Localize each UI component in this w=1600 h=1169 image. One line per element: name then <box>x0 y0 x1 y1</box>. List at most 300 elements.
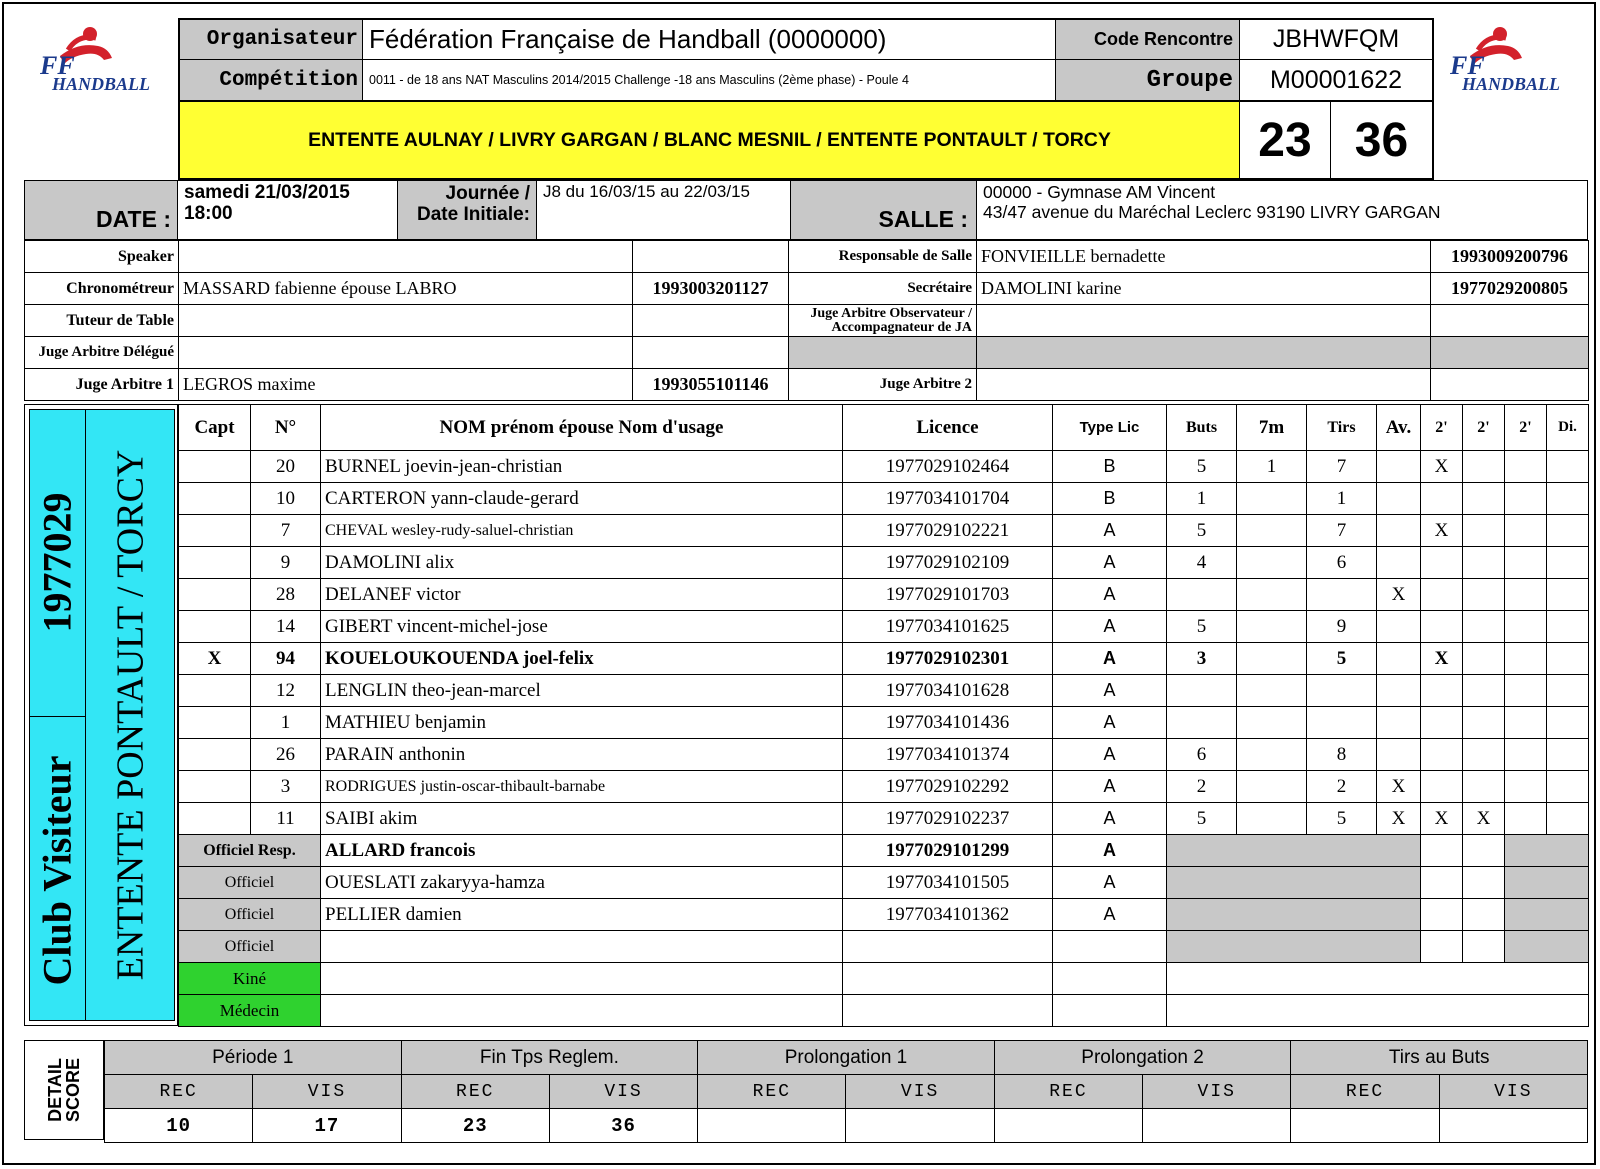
staff-name <box>321 931 843 963</box>
staff-licence <box>843 931 1053 963</box>
date-value-time: 18:00 <box>184 203 233 224</box>
groupe-label: Groupe <box>1055 60 1240 100</box>
official-name-right: FONVIEILLE bernadette <box>977 241 1431 273</box>
player-s3 <box>1505 675 1547 707</box>
player-row <box>179 739 1589 771</box>
player-capt <box>179 451 251 483</box>
player-s2 <box>1463 643 1505 675</box>
player-s1: X <box>1421 803 1463 835</box>
player-av <box>1377 515 1421 547</box>
score-home: 23 <box>1240 100 1331 178</box>
ffhb-logo-left <box>38 24 178 94</box>
official-name: LEGROS maxime <box>179 369 633 401</box>
player-m7 <box>1237 579 1307 611</box>
player-row <box>179 451 1589 483</box>
score-rec-value: 23 <box>401 1109 549 1143</box>
player-num: 12 <box>251 675 321 707</box>
date-label: DATE : <box>25 181 178 239</box>
score-vis-label: VIS <box>253 1075 401 1109</box>
score-period-label: Tirs au Buts <box>1291 1041 1588 1075</box>
player-s1 <box>1421 707 1463 739</box>
official-name <box>179 241 633 273</box>
staff-shaded-cell <box>1505 899 1589 931</box>
player-av <box>1377 483 1421 515</box>
player-di <box>1547 579 1589 611</box>
player-m7 <box>1237 611 1307 643</box>
players-header-row <box>179 405 1589 451</box>
player-s2 <box>1463 579 1505 611</box>
player-m7 <box>1237 707 1307 739</box>
score-rec-label: REC <box>105 1075 253 1109</box>
salle-value <box>983 182 1583 222</box>
staff-licence: 1977034101505 <box>843 867 1053 899</box>
player-licence: 1977029102292 <box>843 771 1053 803</box>
player-av <box>1377 611 1421 643</box>
player-di <box>1547 515 1589 547</box>
official-name-right <box>977 337 1431 369</box>
player-licence: 1977029101703 <box>843 579 1053 611</box>
club-visiteur-wrap <box>29 720 85 1020</box>
staff-shaded-cell <box>1167 899 1421 931</box>
players-table <box>178 404 1589 1027</box>
player-buts: 5 <box>1167 803 1237 835</box>
code-rencontre-value: JBHWFQM <box>1240 20 1432 60</box>
player-num: 9 <box>251 547 321 579</box>
player-capt <box>179 707 251 739</box>
handball-logo-icon <box>1448 24 1588 94</box>
player-tirs: 5 <box>1307 803 1377 835</box>
score-vis-value: 36 <box>549 1109 697 1143</box>
player-s1 <box>1421 483 1463 515</box>
medical-role: Kiné <box>179 963 321 995</box>
player-di <box>1547 675 1589 707</box>
player-type: A <box>1053 643 1167 675</box>
official-name-right <box>977 369 1431 401</box>
player-s2: X <box>1463 803 1505 835</box>
officials-row <box>25 273 1589 305</box>
player-name: GIBERT vincent-michel-jose <box>321 611 843 643</box>
score-period-row <box>105 1041 1588 1075</box>
player-capt <box>179 483 251 515</box>
ffhb-logo-right <box>1448 24 1588 94</box>
official-role-label-right: Juge Arbitre Observateur / Accompagnateur de JA <box>789 305 977 337</box>
staff-name: PELLIER damien <box>321 899 843 931</box>
staff-shaded-cell <box>1505 931 1589 963</box>
salle-address: 43/47 avenue du Maréchal Leclerc 93190 LIVRY GARGAN <box>983 202 1441 222</box>
player-tirs: 8 <box>1307 739 1377 771</box>
player-tirs: 9 <box>1307 611 1377 643</box>
player-av: X <box>1377 803 1421 835</box>
detail-score-side <box>24 1040 104 1140</box>
player-s2 <box>1463 451 1505 483</box>
player-capt <box>179 611 251 643</box>
staff-type: A <box>1053 835 1167 867</box>
score-rec-value: 10 <box>105 1109 253 1143</box>
player-row <box>179 547 1589 579</box>
staff-licence: 1977034101362 <box>843 899 1053 931</box>
score-rec-value <box>1291 1109 1439 1143</box>
staff-name: OUESLATI zakaryya-hamza <box>321 867 843 899</box>
medical-cell <box>843 995 1053 1027</box>
score-rec-label: REC <box>698 1075 846 1109</box>
staff-cell <box>1421 867 1463 899</box>
player-s3 <box>1505 483 1547 515</box>
player-name: MATHIEU benjamin <box>321 707 843 739</box>
player-av: X <box>1377 579 1421 611</box>
handball-logo-icon <box>38 24 178 94</box>
official-licence <box>633 305 789 337</box>
official-role-label-right: Secrétaire <box>789 273 977 305</box>
staff-name: ALLARD francois <box>321 835 843 867</box>
player-row <box>179 707 1589 739</box>
journee-label-line1: Journée / <box>445 183 530 204</box>
official-licence-right: 1977029200805 <box>1431 273 1589 305</box>
medical-role: Médecin <box>179 995 321 1027</box>
player-type: A <box>1053 515 1167 547</box>
staff-role: Officiel <box>179 899 321 931</box>
player-s1: X <box>1421 451 1463 483</box>
player-s3 <box>1505 579 1547 611</box>
player-name: KOUELOUKOUENDA joel-felix <box>321 643 843 675</box>
player-s3 <box>1505 515 1547 547</box>
svg-text:HANDBALL: HANDBALL <box>52 74 151 94</box>
column-header: Av. <box>1377 405 1421 451</box>
staff-row <box>179 867 1589 899</box>
player-num: 28 <box>251 579 321 611</box>
player-s2 <box>1463 675 1505 707</box>
player-row <box>179 579 1589 611</box>
player-s3 <box>1505 739 1547 771</box>
player-s3 <box>1505 611 1547 643</box>
player-av <box>1377 643 1421 675</box>
player-s2 <box>1463 515 1505 547</box>
player-type: A <box>1053 579 1167 611</box>
competition-value: 0011 - de 18 ans NAT Masculins 2014/2015 Challenge -18 ans Masculins (2ème phase) - Poule 4 <box>369 73 909 87</box>
score-vis-label: VIS <box>549 1075 697 1109</box>
player-name: RODRIGUES justin-oscar-thibault-barnabe <box>321 771 843 803</box>
official-role-label-right: Responsable de Salle <box>789 241 977 273</box>
player-tirs: 5 <box>1307 643 1377 675</box>
player-num: 3 <box>251 771 321 803</box>
player-type: A <box>1053 739 1167 771</box>
column-header: Type Lic <box>1053 405 1167 451</box>
player-s1: X <box>1421 643 1463 675</box>
player-num: 20 <box>251 451 321 483</box>
staff-shaded-cell <box>1505 835 1589 867</box>
staff-cell <box>1463 867 1505 899</box>
player-s1 <box>1421 611 1463 643</box>
official-licence: 1993003201127 <box>633 273 789 305</box>
official-name <box>179 337 633 369</box>
detail-score-table <box>104 1040 1588 1143</box>
player-buts: 1 <box>1167 483 1237 515</box>
player-s2 <box>1463 707 1505 739</box>
score-vis-value <box>1439 1109 1587 1143</box>
club-visiteur-label: Club Visiteur <box>34 754 80 986</box>
officials-row <box>25 305 1589 337</box>
player-av <box>1377 675 1421 707</box>
player-m7 <box>1237 515 1307 547</box>
medical-name <box>321 963 843 995</box>
player-type: B <box>1053 483 1167 515</box>
competition-label: Compétition <box>180 60 363 100</box>
player-m7 <box>1237 547 1307 579</box>
score-sub-row <box>105 1075 1588 1109</box>
officials-table <box>24 240 1589 401</box>
score-vis-value <box>846 1109 994 1143</box>
staff-row <box>179 835 1589 867</box>
player-type: A <box>1053 803 1167 835</box>
salle-label: SALLE : <box>790 181 977 239</box>
official-role-label: Speaker <box>25 241 179 273</box>
column-header: 2' <box>1421 405 1463 451</box>
player-buts: 2 <box>1167 771 1237 803</box>
player-m7 <box>1237 483 1307 515</box>
team-name-wrap <box>86 410 175 1020</box>
player-s3 <box>1505 643 1547 675</box>
journee-value: J8 du 16/03/15 au 22/03/15 <box>543 182 751 201</box>
staff-cell <box>1463 931 1505 963</box>
official-name-right: DAMOLINI karine <box>977 273 1431 305</box>
medical-row <box>179 963 1589 995</box>
official-role-label: Tuteur de Table <box>25 305 179 337</box>
officials-row <box>25 241 1589 273</box>
score-vis-value: 17 <box>253 1109 401 1143</box>
player-s2 <box>1463 547 1505 579</box>
player-licence: 1977029102464 <box>843 451 1053 483</box>
player-s2 <box>1463 771 1505 803</box>
player-s3 <box>1505 771 1547 803</box>
player-row <box>179 803 1589 835</box>
salle-name: 00000 - Gymnase AM Vincent <box>983 182 1216 202</box>
player-di <box>1547 803 1589 835</box>
player-num: 26 <box>251 739 321 771</box>
detail-score-label: DETAIL SCORE <box>45 1058 83 1123</box>
column-header: N° <box>251 405 321 451</box>
player-type: A <box>1053 675 1167 707</box>
player-licence: 1977029102237 <box>843 803 1053 835</box>
player-licence: 1977034101704 <box>843 483 1053 515</box>
player-licence: 1977034101374 <box>843 739 1053 771</box>
score-period-label: Prolongation 2 <box>994 1041 1291 1075</box>
player-m7 <box>1237 675 1307 707</box>
player-type: A <box>1053 611 1167 643</box>
player-m7 <box>1237 739 1307 771</box>
column-header: 2' <box>1463 405 1505 451</box>
column-header: NOM prénom épouse Nom d'usage <box>321 405 843 451</box>
officials-row <box>25 337 1589 369</box>
player-buts <box>1167 579 1237 611</box>
official-licence-right <box>1431 337 1589 369</box>
player-capt: X <box>179 643 251 675</box>
player-row <box>179 611 1589 643</box>
journee-label-line2: Date Initiale: <box>417 204 530 225</box>
staff-shaded-cell <box>1167 931 1421 963</box>
official-role-label-right: Juge Arbitre 2 <box>789 369 977 401</box>
club-number-label: 1977029 <box>34 492 80 633</box>
medical-cell <box>1053 995 1167 1027</box>
player-di <box>1547 483 1589 515</box>
player-num: 10 <box>251 483 321 515</box>
player-num: 94 <box>251 643 321 675</box>
player-di <box>1547 451 1589 483</box>
medical-cell <box>1053 963 1167 995</box>
column-header: Buts <box>1167 405 1237 451</box>
organisateur-value: Fédération Française de Handball (0000000) <box>363 20 1055 60</box>
score-period-label: Période 1 <box>105 1041 402 1075</box>
staff-type: A <box>1053 899 1167 931</box>
player-s1 <box>1421 547 1463 579</box>
official-role-label: Chronométreur <box>25 273 179 305</box>
staff-role: Officiel <box>179 931 321 963</box>
player-m7 <box>1237 643 1307 675</box>
match-title-banner: ENTENTE AULNAY / LIVRY GARGAN / BLANC MESNIL / ENTENTE PONTAULT / TORCY <box>180 100 1240 178</box>
organisateur-label: Organisateur <box>180 20 363 60</box>
player-type: A <box>1053 707 1167 739</box>
date-value-day: samedi 21/03/2015 <box>184 182 350 203</box>
player-row <box>179 675 1589 707</box>
medical-cell <box>1167 995 1589 1027</box>
player-num: 1 <box>251 707 321 739</box>
official-licence-right <box>1431 305 1589 337</box>
staff-role: Officiel Resp. <box>179 835 321 867</box>
player-tirs: 1 <box>1307 483 1377 515</box>
player-buts: 4 <box>1167 547 1237 579</box>
player-name: BURNEL joevin-jean-christian <box>321 451 843 483</box>
score-rec-value <box>698 1109 846 1143</box>
player-type: B <box>1053 451 1167 483</box>
player-capt <box>179 547 251 579</box>
player-av <box>1377 739 1421 771</box>
staff-shaded-cell <box>1167 835 1421 867</box>
player-di <box>1547 707 1589 739</box>
official-licence-right: 1993009200796 <box>1431 241 1589 273</box>
score-rec-label: REC <box>401 1075 549 1109</box>
column-header: Capt <box>179 405 251 451</box>
player-tirs <box>1307 707 1377 739</box>
groupe-value: M00001622 <box>1269 65 1403 94</box>
player-row <box>179 483 1589 515</box>
player-s3 <box>1505 547 1547 579</box>
player-buts: 5 <box>1167 451 1237 483</box>
player-row <box>179 643 1589 675</box>
player-licence: 1977029102109 <box>843 547 1053 579</box>
player-m7 <box>1237 803 1307 835</box>
player-buts: 3 <box>1167 643 1237 675</box>
player-s1: X <box>1421 515 1463 547</box>
score-values-row <box>105 1109 1588 1143</box>
official-role-label: Juge Arbitre 1 <box>25 369 179 401</box>
column-header: Tirs <box>1307 405 1377 451</box>
svg-text:HANDBALL: HANDBALL <box>1462 74 1561 94</box>
official-licence <box>633 337 789 369</box>
column-header: Di. <box>1547 405 1589 451</box>
player-di <box>1547 739 1589 771</box>
official-name-right <box>977 305 1431 337</box>
player-buts <box>1167 707 1237 739</box>
staff-type <box>1053 931 1167 963</box>
official-name <box>179 305 633 337</box>
club-number-wrap <box>29 410 85 715</box>
svg-text:FF: FF <box>1450 51 1485 80</box>
staff-shaded-cell <box>1167 867 1421 899</box>
player-buts: 6 <box>1167 739 1237 771</box>
score-vis-value <box>1143 1109 1291 1143</box>
official-licence: 1993055101146 <box>633 369 789 401</box>
score-away: 36 <box>1331 100 1432 178</box>
player-capt <box>179 515 251 547</box>
player-av: X <box>1377 771 1421 803</box>
player-s2 <box>1463 483 1505 515</box>
player-di <box>1547 547 1589 579</box>
official-role-label: Juge Arbitre Délégué <box>25 337 179 369</box>
medical-name <box>321 995 843 1027</box>
player-licence: 1977034101625 <box>843 611 1053 643</box>
player-s2 <box>1463 611 1505 643</box>
player-capt <box>179 579 251 611</box>
player-num: 14 <box>251 611 321 643</box>
officials-row <box>25 369 1589 401</box>
player-num: 7 <box>251 515 321 547</box>
player-capt <box>179 771 251 803</box>
player-name: DAMOLINI alix <box>321 547 843 579</box>
player-type: A <box>1053 771 1167 803</box>
player-capt <box>179 739 251 771</box>
player-di <box>1547 611 1589 643</box>
svg-text:FF: FF <box>40 51 75 80</box>
code-rencontre-label: Code Rencontre <box>1055 20 1240 60</box>
player-tirs: 7 <box>1307 451 1377 483</box>
player-av <box>1377 451 1421 483</box>
staff-cell <box>1421 835 1463 867</box>
score-period-label: Prolongation 1 <box>698 1041 995 1075</box>
player-di <box>1547 643 1589 675</box>
player-name: DELANEF victor <box>321 579 843 611</box>
player-tirs <box>1307 675 1377 707</box>
score-period-label: Fin Tps Reglem. <box>401 1041 698 1075</box>
player-name: SAIBI akim <box>321 803 843 835</box>
player-tirs: 2 <box>1307 771 1377 803</box>
score-rec-value <box>994 1109 1142 1143</box>
column-header: Licence <box>843 405 1053 451</box>
column-header: 7m <box>1237 405 1307 451</box>
official-name: MASSARD fabienne épouse LABRO <box>179 273 633 305</box>
player-tirs: 6 <box>1307 547 1377 579</box>
official-licence-right <box>1431 369 1589 401</box>
player-buts: 5 <box>1167 611 1237 643</box>
column-header: 2' <box>1505 405 1547 451</box>
staff-row <box>179 931 1589 963</box>
score-vis-label: VIS <box>846 1075 994 1109</box>
score-vis-label: VIS <box>1143 1075 1291 1109</box>
player-licence: 1977029102301 <box>843 643 1053 675</box>
staff-cell <box>1463 899 1505 931</box>
player-di <box>1547 771 1589 803</box>
staff-role: Officiel <box>179 867 321 899</box>
player-s3 <box>1505 451 1547 483</box>
medical-cell <box>843 963 1053 995</box>
score-vis-label: VIS <box>1439 1075 1587 1109</box>
player-licence: 1977034101436 <box>843 707 1053 739</box>
medical-cell <box>1167 963 1589 995</box>
player-name: LENGLIN theo-jean-marcel <box>321 675 843 707</box>
player-s1 <box>1421 739 1463 771</box>
score-rec-label: REC <box>994 1075 1142 1109</box>
player-av <box>1377 547 1421 579</box>
player-m7 <box>1237 771 1307 803</box>
staff-row <box>179 899 1589 931</box>
player-s1 <box>1421 771 1463 803</box>
